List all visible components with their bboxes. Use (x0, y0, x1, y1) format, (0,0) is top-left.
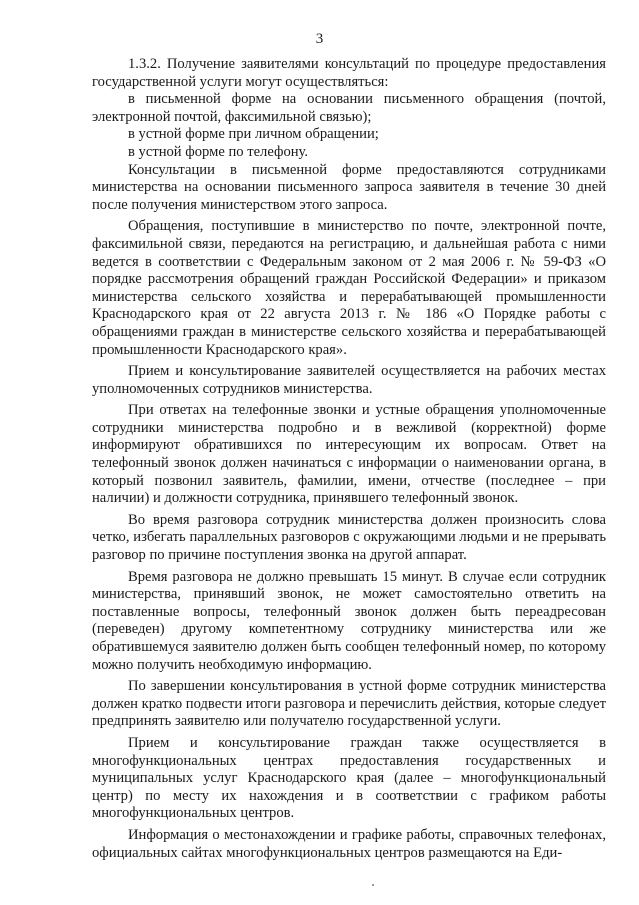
paragraph-conversation-time: Время разговора не должно превышать 15 минут. В случае если сотрудник министерства, принявший звонок, не может самостоятельно ответить на поставленные вопросы, телефонный звонок должен быть переадресован (переведен) другому компетентному сотруднику министерства или же обратившемуся заявителю должен быть сообщен телефонный номер, по которому можно получить необходимую информацию. (92, 568, 606, 673)
paragraph-conversation-rules: Во время разговора сотрудник министерства должен произносить слова четко, избегать параллельных разговоров с окружающими людьми и не прерывать разговор по причине поступления звонка на другой аппарат. (92, 511, 606, 564)
paragraph-oral-phone: в устной форме по телефону. (128, 143, 309, 160)
paragraph-consultation-end: По завершении консультирования в устной форме сотрудник министерства должен кратко подвести итоги разговора и перечислить действия, которые следует предпринять заявителю или получателю государственной услуги. (92, 678, 607, 730)
paragraph-written-consultations: Консультации в письменной форме предоставляются сотрудниками министерства на основании письменного запроса заявителя в течение 30 дней после получения министерством этого запроса. (92, 161, 606, 213)
paragraph-mfc-information: Информация о местонахождении и графике работы, справочных телефонах, официальных сайтах многофункциональных центров размещаются на Еди- (92, 826, 606, 861)
scan-speck (372, 884, 374, 886)
paragraph-1-3-2: 1.3.2. Получение заявителями консультаций по процедуре предоставления государственной услуги могут осуществляться: (92, 56, 606, 90)
paragraph-phone-answers: При ответах на телефонные звонки и устные обращения уполномоченные сотрудники министерства подробно и в вежливой (корректной) форме информируют обратившихся по интересующим их вопросам. Ответ на телефонный звонок должен начинаться с информации о наименовании органа, в который позвонил заявитель, фамилии, имени, отчестве (последнее – при наличии) и должности сотрудника, принявшего телефонный звонок. (92, 402, 606, 507)
paragraph-mfc-reception: Прием и консультирование граждан также осуществляется в многофункциональных центрах предоставления государственных и муниципальных услуг Краснодарского края (далее – многофункциональный центр) по месту их нахождения и в соответствии с графиком работы многофункциональных центров. (92, 734, 606, 822)
paragraph-written-form: в письменной форме на основании письменного обращения (почтой, электронной почтой, факсимильной связью); (92, 91, 606, 125)
document-body (92, 56, 606, 866)
paragraph-reception: Прием и консультирование заявителей осуществляется на рабочих местах уполномоченных сотрудников министерства. (92, 363, 606, 397)
paragraph-oral-in-person: в устной форме при личном обращении; (128, 126, 379, 143)
page-number: 3 (315, 31, 324, 47)
paragraph-incoming-requests: Обращения, поступившие в министерство по почте, электронной почте, факсимильной связи, передаются на регистрацию, и дальнейшая работа с ними ведется в соответствии с Федеральным законом от 2 мая 2006 г. № 59-ФЗ «О порядке рассмотрения обращений граждан Российской Федерации» и приказом министерства сельского хозяйства и перерабатывающей промышленности Краснодарского края от 22 августа 2013 г. № 186 «О Порядке работы с обращениями граждан в министерстве сельского хозяйства и перерабатывающей промышленности Краснодарского края». (92, 218, 606, 358)
